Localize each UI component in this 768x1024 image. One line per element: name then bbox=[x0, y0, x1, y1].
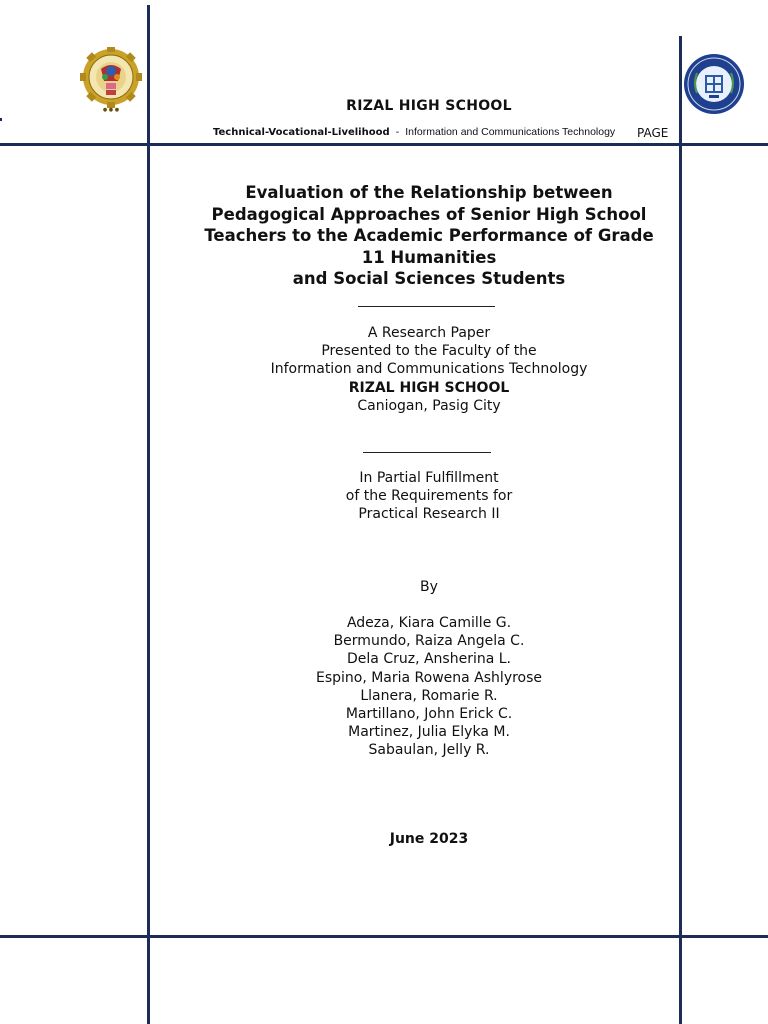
title-divider bbox=[358, 306, 495, 307]
title-line: Teachers to the Academic Performance of Grade bbox=[204, 226, 654, 245]
fulfillment-line: In Partial Fulfillment bbox=[359, 470, 499, 486]
presentation-school: RIZAL HIGH SCHOOL bbox=[348, 379, 510, 396]
track-separator: - bbox=[395, 127, 400, 138]
author-name: Adeza, Kiara Camille G. bbox=[346, 615, 512, 631]
presentation-line: A Research Paper bbox=[367, 325, 491, 341]
presentation-line: Information and Communications Technology bbox=[270, 361, 588, 378]
presentation-divider bbox=[363, 452, 491, 453]
footer-rule bbox=[0, 935, 768, 938]
header-school-name: RIZAL HIGH SCHOOL bbox=[346, 98, 512, 114]
submission-date: June 2023 bbox=[389, 831, 469, 847]
page-label: PAGE bbox=[637, 126, 669, 140]
header-rule bbox=[0, 143, 768, 146]
fulfillment-block bbox=[150, 469, 708, 524]
paper-title bbox=[150, 182, 708, 290]
author-name: Llanera, Romarie R. bbox=[360, 687, 498, 704]
title-line: Evaluation of the Relationship between bbox=[245, 183, 613, 202]
fulfillment-line: of the Requirements for bbox=[345, 488, 513, 505]
title-line: Pedagogical Approaches of Senior High School bbox=[211, 204, 647, 224]
fulfillment-line: Practical Research II bbox=[358, 506, 500, 523]
presentation-line: Presented to the Faculty of the bbox=[321, 343, 537, 360]
author-name: Espino, Maria Rowena Ashlyrose bbox=[315, 669, 543, 686]
school-seal-logo bbox=[79, 47, 143, 113]
strand-label: Information and Communications Technology bbox=[405, 126, 616, 138]
author-name: Bermundo, Raiza Angela C. bbox=[333, 633, 525, 650]
track-label: Technical-Vocational-Livelihood bbox=[213, 127, 390, 138]
header-strand-line bbox=[213, 126, 615, 138]
by-label: By bbox=[420, 579, 438, 595]
left-edge-mark bbox=[0, 118, 2, 121]
author-list bbox=[150, 614, 708, 760]
author-name: Sabaulan, Jelly R. bbox=[368, 742, 490, 759]
title-line: 11 Humanities bbox=[361, 247, 497, 267]
presentation-location: Caniogan, Pasig City bbox=[357, 397, 501, 414]
svg-text:● ● ●: ● ● ● bbox=[102, 107, 120, 113]
author-name: Dela Cruz, Ansherina L. bbox=[347, 651, 511, 668]
author-name: Martinez, Julia Elyka M. bbox=[348, 724, 510, 741]
title-line: and Social Sciences Students bbox=[292, 269, 566, 288]
presentation-block bbox=[150, 324, 708, 415]
author-name: Martillano, John Erick C. bbox=[345, 706, 513, 723]
